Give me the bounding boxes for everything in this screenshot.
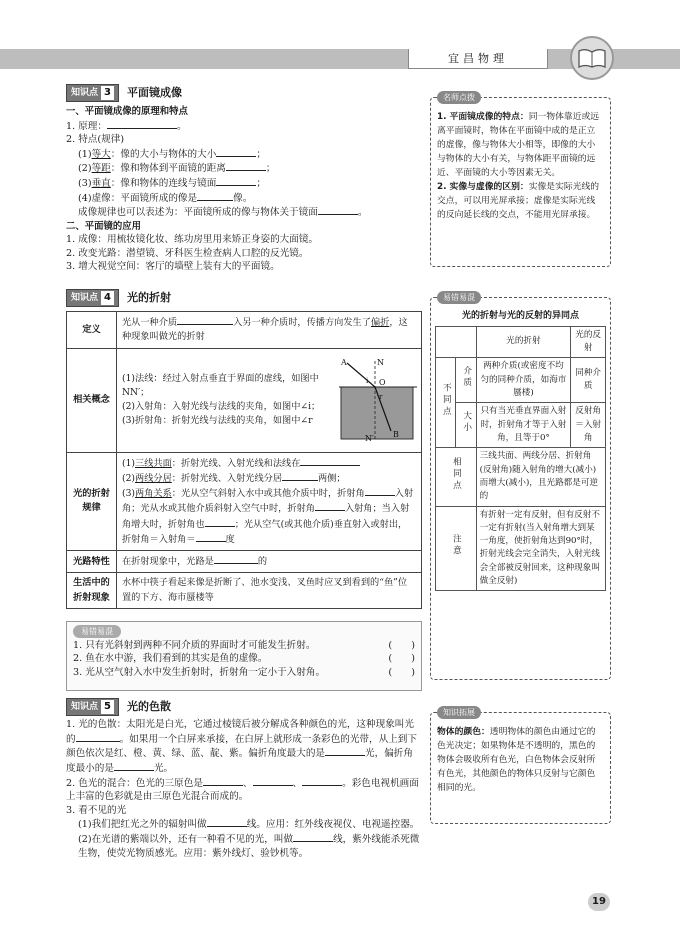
kp5-title: 光的色散 (126, 700, 171, 714)
label-o: O (379, 377, 386, 387)
quiz-tag: 易错易混 (73, 625, 121, 638)
tips-tag: 名师点拨 (437, 91, 481, 104)
medium-reflection: 同种介质 (571, 358, 606, 403)
kp3-feature-2: (2)等距：像和物体到平面镜的距离 ； (78, 163, 276, 175)
same-label: 相同点 (436, 448, 477, 506)
answer-paren[interactable]: ( ) (388, 653, 415, 665)
quiz-item: 2. 鱼在水中游，我们看到的其实是鱼的虚像。 ( ) (73, 653, 415, 665)
table-row (436, 358, 606, 403)
law-header: 光的折射规律 (67, 452, 117, 551)
refraction-table (66, 311, 422, 609)
kp4-heading (66, 289, 422, 307)
kp3-app-3: 3. 增大视觉空间：客厅的墙壁上装有大的平面镜。 (66, 261, 280, 273)
note-label: 注意 (436, 506, 477, 591)
kp3-badge: 知识点 3 (66, 84, 119, 102)
table-row (436, 326, 606, 358)
note-text: 有折射一定有反射，但有反射不一定有折射(当入射角增大到某一角度，使折射角达到90°时，折射光线会完全消失，入射光线会全部被反射回来，这种现象叫做全反射) (476, 506, 605, 591)
book-icon (570, 36, 614, 80)
medium-refraction: 两种介质(或密度不均匀的同种介质，如海市蜃楼) (476, 358, 571, 403)
incident-ray (347, 363, 375, 387)
life-cell: 水杯中筷子看起来像是折断了、池水变浅、叉鱼时应叉到看到的“鱼”位置的下方、海市蜃楼等 (117, 573, 422, 609)
label-a: A (341, 357, 347, 367)
kp5-ultraviolet: (2)在光谱的紫端以外，还有一种看不见的光，叫做 线，紫外线能杀死微生物，使荧光物质感光。应用：紫外线灯、验钞机等。 (78, 834, 420, 859)
kp5-heading (66, 698, 422, 716)
table-row (436, 448, 606, 506)
size-reflection: 反射角＝入射角 (571, 403, 606, 448)
extension-text: 物体的颜色：透明物体的颜色由通过它的色光决定；如果物体是不透明的，黑色的物体会吸收所有色光，白色物体会反射所有色光，其他颜色的物体只反射与它颜色相同的光。 (437, 727, 596, 794)
header-title: 宜昌物理 (408, 49, 548, 69)
medium-label: 介质 (456, 358, 476, 403)
compare-title: 光的折射与光的反射的异同点 (461, 311, 579, 321)
same-text: 三线共面、两线分居、折射角(反射角)随入射角的增大(减小)而增大(减小)，且光路都是可逆的 (476, 448, 605, 506)
kp4-title: 光的折射 (126, 291, 171, 305)
kp3-feature-4: (4)虚像：平面镜所成的像是 像。 (78, 192, 253, 204)
kp5-invisible: 3. 看不见的光 (66, 804, 127, 816)
kp3-summary: 成像规律也可以表述为：平面镜所成的像与物体关于镜面 。 (78, 207, 368, 219)
law-1: (1)三线共面：折射光线、入射光线和法线在 (122, 456, 416, 471)
size-label: 大小 (456, 403, 476, 448)
answer-paren[interactable]: ( ) (388, 639, 415, 651)
table-row (67, 348, 422, 452)
law-3: (3)两角关系：光从空气斜射入水中或其他介质中时，折射角 入射角；光从水或其他介质斜射入空气中时，折射角 入射角；当入射角增大时，折射角也 ；光从空气(或其他介质)垂直射入或射出，折射角＝入射角＝ 度 (122, 488, 414, 545)
kp3-feature-3: (3)垂直：像和物体的连线与镜面 ； (78, 177, 266, 189)
kp3-principle: 1. 原理： 。 (66, 120, 187, 132)
page-number: 19 (588, 893, 610, 911)
law-cell (117, 452, 422, 551)
label-r: r (379, 392, 383, 401)
kp3-features: 2. 特点(规律) (66, 134, 125, 146)
reversible-header: 光路特性 (67, 551, 117, 573)
label-b: B (393, 429, 399, 439)
concept-incident: (2)入射角：入射光线与法线的夹角，如图中∠i； (122, 401, 321, 413)
concept-header: 相关概念 (67, 348, 117, 452)
kp4-section (66, 289, 422, 609)
kp3-app-2: 2. 改变光路：潜望镜、牙科医生检查病人口腔的反光镜。 (66, 247, 309, 259)
kp4-badge: 知识点 4 (66, 289, 119, 307)
concept-normal: (1)法线：经过入射点垂直于界面的虚线，如图中 NN′； (122, 372, 319, 398)
label-n-prime: N′ (365, 433, 374, 443)
kp3-app-1: 1. 成像：用梳妆镜化妆、练功房里用来矫正身姿的大面镜。 (66, 234, 319, 246)
quiz-item: 1. 只有光斜射到两种不同介质的界面时才可能发生折射。 ( ) (73, 639, 415, 651)
col-reflection: 光的反射 (571, 326, 606, 358)
extension-tag: 知识拓展 (437, 706, 481, 719)
kp5-mixing: 2. 色光的混合：色光的三原色是 、 、 。彩色电视机画面上丰富的色彩就是由三原色光混合而成的。 (66, 777, 419, 803)
tips-2: 2. 实像与虚像的区别：实像是实际光线的交点，可以用光屏承接；虚像是实际光线的反向延长线的交点，不能用光屏承接。 (437, 182, 600, 221)
kp5-badge: 知识点 5 (66, 698, 119, 716)
kp3-heading (66, 84, 416, 102)
table-row (67, 312, 422, 349)
kp3-sec1: 一、平面镜成像的原理和特点 (66, 106, 188, 118)
concept-refraction: (3)折射角：折射光线与法线的夹角，如图中∠r (122, 415, 313, 427)
tips-box (430, 93, 611, 267)
reversible-cell: 在折射现象中，光路是 的 (117, 551, 422, 573)
def-cell: 光从一种介质 入另一种介质时，传播方向发生了偏折，这种现象叫做光的折射 (117, 312, 422, 349)
compare-box (430, 293, 611, 680)
concept-cell (117, 348, 422, 452)
table-row (436, 403, 606, 448)
diff-label: 不同点 (436, 358, 456, 448)
table-row (67, 551, 422, 573)
kp3-title: 平面镜成像 (126, 86, 182, 100)
refraction-diagram (339, 357, 417, 443)
kp5-section (66, 698, 422, 860)
size-refraction: 只有当光垂直界面入射时，折射角才等于入射角，且等于0° (476, 403, 571, 448)
extension-box (430, 708, 611, 824)
answer-paren[interactable]: ( ) (388, 666, 415, 678)
table-row (436, 506, 606, 591)
label-i: i (366, 376, 369, 385)
tips-1: 1. 平面镜成像的特点：同一物体靠近或远离平面镜时，物体在平面镜中成的是正立的虚像，像与物体大小相等，即像的大小与物体的大小有关，与物体距平面镜的远近、平面镜的大小等因素无关。 (437, 112, 600, 179)
kp5-infrared: (1)我们把红光之外的辐射叫做 线。应用：红外线夜视仪、电视遥控器。 (78, 819, 420, 831)
kp5-dispersion: 1. 光的色散：太阳光是白光，它通过棱镜后被分解成各种颜色的光，这种现象叫光的 。如果用一个白屏来承接，在白屏上就形成一条彩色的光带，从上到下颜色依次是红、橙、黄、绿、蓝、靛、紫。偏折角度最大的是 光，偏折角度最小的是 光。 (66, 719, 417, 775)
def-header: 定义 (67, 312, 117, 349)
kp3-sec2: 二、平面镜的应用 (66, 220, 142, 232)
water-region (341, 387, 413, 439)
quiz-box (66, 621, 422, 691)
table-row (67, 452, 422, 551)
col-refraction: 光的折射 (476, 326, 571, 358)
table-row (67, 573, 422, 609)
kp3-section (66, 84, 416, 274)
label-n: N (377, 357, 384, 367)
life-header: 生活中的折射现象 (67, 573, 117, 609)
law-2: (2)两线分居：折射光线、入射光线分居 两侧； (122, 472, 346, 484)
compare-tag: 易错易混 (437, 291, 481, 304)
compare-table (435, 326, 606, 592)
quiz-item: 3. 光从空气射入水中发生折射时，折射角一定小于入射角。 ( ) (73, 666, 415, 678)
kp3-feature-1: (1)等大：像的大小与物体的大小 ； (78, 148, 266, 160)
